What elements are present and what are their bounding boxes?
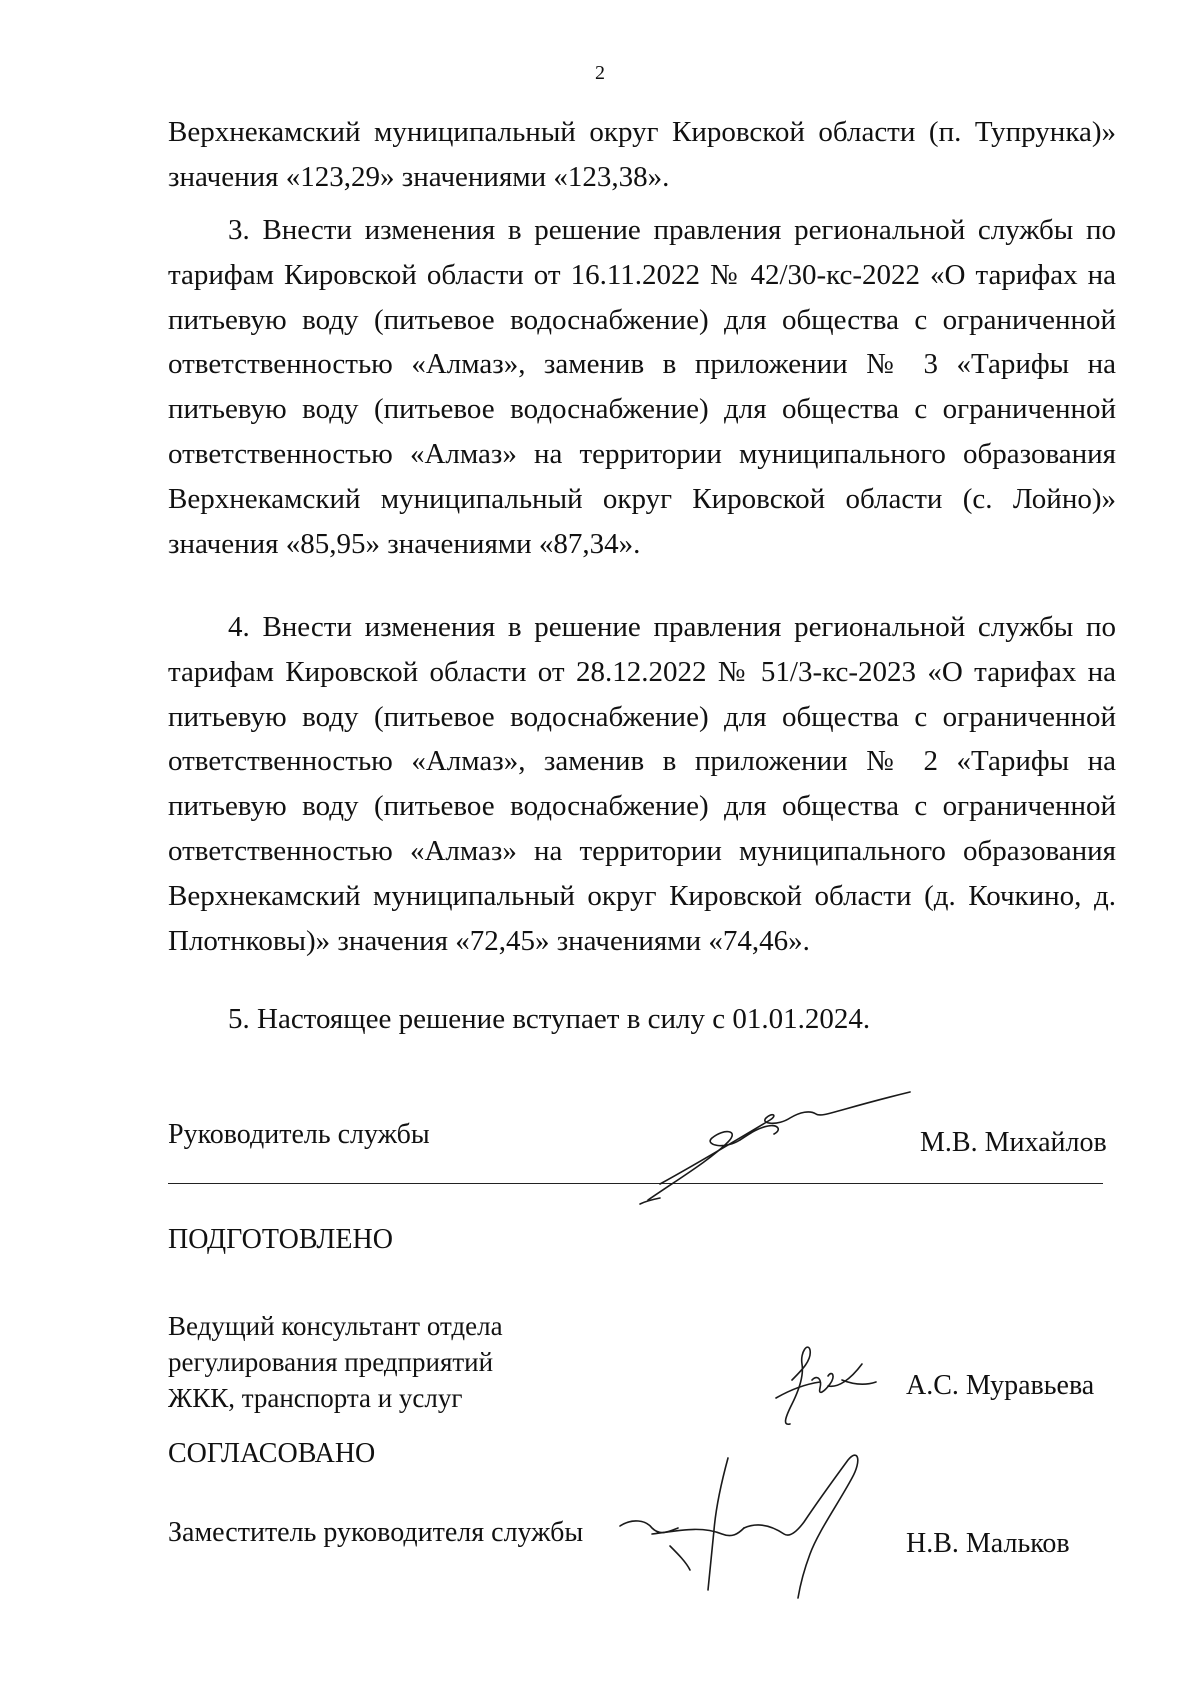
paragraph-5-block <box>168 997 1116 1042</box>
prepared-position-line: ЖКК, транспорта и услуг <box>168 1383 463 1413</box>
prepared-heading: ПОДГОТОВЛЕНО <box>168 1224 393 1255</box>
paragraph-continuation-block <box>168 110 1116 200</box>
head-name: М.В. Михайлов <box>920 1127 1107 1158</box>
prepared-position-line: регулирования предприятий <box>168 1347 494 1377</box>
paragraph-continuation: Верхнекамский муниципальный округ Кировской области (п. Тупрунка)» значения «123,29» значениями «123,38». <box>168 116 1116 193</box>
page-number: 2 <box>595 62 605 84</box>
head-signature-image <box>640 1090 920 1210</box>
agreed-position: Заместитель руководителя службы <box>168 1517 584 1548</box>
paragraph-4: 4. Внести изменения в решение правления региональной службы по тарифам Кировской области от 28.12.2022 № 51/3-кс-2023 «О тарифах на питьевую воду (питьевое водоснабжение) для общества с ограниченной ответственностью «Алмаз», заменив в приложении № 2 «Тарифы на питьевую воду (питьевое водоснабжение) для общества с ограниченной ответственностью «Алмаз» на территории муниципального образования Верхнекамский муниципальный округ Кировской области (д. Кочкино, д. Плотнковы)» значения «72,45» значениями «74,46». <box>168 611 1116 957</box>
agreed-signature-image <box>612 1450 892 1600</box>
paragraph-5: 5. Настоящее решение вступает в силу с 01.01.2024. <box>228 1003 871 1035</box>
signature-divider <box>168 1183 1103 1184</box>
agreed-heading: СОГЛАСОВАНО <box>168 1438 376 1469</box>
prepared-position-line: Ведущий консультант отдела <box>168 1311 503 1341</box>
agreed-name: Н.В. Мальков <box>906 1528 1070 1559</box>
paragraph-3-block <box>168 208 1116 566</box>
prepared-name: А.С. Муравьева <box>906 1370 1095 1401</box>
head-position: Руководитель службы <box>168 1119 430 1150</box>
paragraph-4-block <box>168 605 1116 963</box>
prepared-position <box>168 1308 503 1416</box>
prepared-signature-image <box>772 1340 882 1440</box>
paragraph-3: 3. Внести изменения в решение правления региональной службы по тарифам Кировской области от 16.11.2022 № 42/30-кс-2022 «О тарифах на питьевую воду (питьевое водоснабжение) для общества с ограниченной ответственностью «Алмаз», заменив в приложении № 3 «Тарифы на питьевую воду (питьевое водоснабжение) для общества с ограниченной ответственностью «Алмаз» на территории муниципального образования Верхнекамский муниципальный округ Кировской области (с. Лойно)» значения «85,95» значениями «87,34». <box>168 214 1116 560</box>
